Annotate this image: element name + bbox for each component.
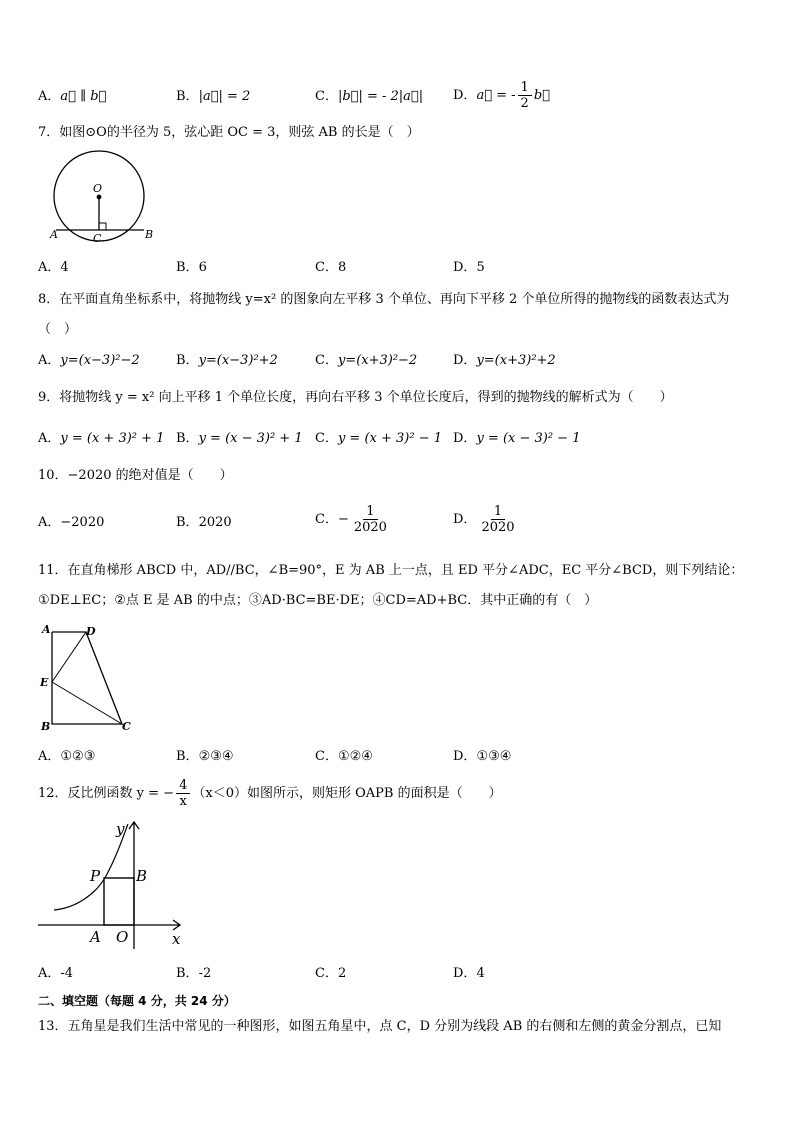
q12-option-b: B．-2 [176,966,212,981]
label-o: O [93,182,103,195]
q10-option-b: B．2020 [176,515,232,530]
label-a: A [50,228,58,241]
segment-ec [52,682,122,724]
q6-option-b: B．|a⃗| = 2 [176,89,251,104]
label-p: P [90,867,101,885]
label-c: C [122,720,131,733]
label-d: D [86,625,96,638]
q8-option-a: A．y=(x−3)²−2 [38,353,140,368]
q12-graph-figure [36,816,186,952]
segment-ed [52,632,86,682]
q11-option-a: A．①②③ [38,749,96,764]
q12-option-d: D．4 [453,966,485,981]
q11-stem-line2: ①DE⊥EC；②点 E 是 AB 的中点；③AD·BC=BE·DE；④CD=AD+BC．其中正确的有（ ） [38,593,598,608]
q11-option-b: B．②③④ [176,749,234,764]
q11-options [38,746,758,768]
q7-option-a: A．4 [38,260,69,275]
q7-option-b: B．6 [176,260,207,275]
q9-option-b: B．y = (x − 3)² + 1 [176,431,303,446]
q9-options [38,428,758,450]
q12-option-c: C．2 [315,966,347,981]
q8-stem-line2: （ ） [38,322,78,337]
q9-stem: 9．将抛物线 y = x² 向上平移 1 个单位长度，再向右平移 3 个单位长度后，得到的抛物线的解析式为（ ） [38,390,673,405]
q9-option-c: C．y = (x + 3)² − 1 [315,431,442,446]
q10-options [38,504,758,535]
q9-option-a: A．y = (x + 3)² + 1 [38,431,165,446]
q6-option-a: A．a⃗ ∥ b⃗ [38,89,107,104]
q11-stem-line1: 11．在直角梯形 ABCD 中，AD//BC，∠B=90°，E 为 AB 上一点，且 ED 平分∠ADC，EC 平分∠BCD，则下列结论： [38,563,744,578]
q7-options [38,257,758,279]
label-y: y [116,820,125,838]
q10-option-d: D． $\frac{1}{2020}$ [453,504,520,535]
q8-stem-line1: 8．在平面直角坐标系中，将抛物线 y=x² 的图象向左平移 3 个单位、再向下平移 2 个单位所得的抛物线的函数表达式为 [38,292,730,307]
q6-options [38,80,758,111]
label-o: O [116,928,129,946]
q7-option-c: C．8 [315,260,347,275]
q6-option-d: D．a⃗ = - $\frac{1}{2}$ b⃗ [453,80,550,111]
q7-option-d: D．5 [453,260,485,275]
section-2-title: 二、填空题（每题 4 分，共 24 分） [38,994,236,1008]
q11-option-d: D．①③④ [453,749,512,764]
q9-option-d: D．y = (x − 3)² − 1 [453,431,581,446]
q11-trapezoid-figure [36,620,136,736]
q12-options [38,963,758,985]
label-a: A [42,623,51,636]
trapezoid-abcd [52,632,122,724]
q8-option-c: C．y=(x+3)²−2 [315,353,418,368]
q13-stem: 13．五角星是我们生活中常见的一种图形，如图五角星中，点 C，D 分别为线段 AB 的右侧和左侧的黄金分割点，已知 [38,1019,722,1034]
label-a: A [90,928,101,946]
q12-option-a: A．-4 [38,966,74,981]
q10-stem: 10．−2020 的绝对值是（ ） [38,468,233,483]
label-x: x [172,930,181,948]
q8-option-d: D．y=(x+3)²+2 [453,353,556,368]
right-angle-mark [99,223,106,230]
q8-option-b: B．y=(x−3)²+2 [176,353,278,368]
q11-option-c: C．①②④ [315,749,373,764]
q7-circle-figure [44,146,156,246]
label-c: C [93,232,102,245]
label-b: B [136,867,148,885]
q10-option-a: A．−2020 [38,515,105,530]
label-b: B [145,228,154,241]
label-b: B [41,720,51,733]
q6-d-fraction: $\frac{1}{2}$ [518,80,532,111]
center-point [97,195,102,200]
q12-stem: 12．反比例函数 y = − $\frac{4}{x}$ （x＜0）如图所示，则矩形 OAPB 的面积是（ ） [38,778,502,809]
q8-options [38,350,758,372]
label-e: E [40,676,49,689]
q10-option-c: C．− $\frac{1}{2020}$ [315,504,392,535]
q10-d-fraction: $\frac{1}{2020}$ [481,504,515,535]
q7-stem: 7．如图⊙O的半径为 5，弦心距 OC = 3，则弦 AB 的长是（ ） [38,125,420,140]
q10-c-fraction: $\frac{1}{2020}$ [353,504,387,535]
rectangle-oapb [104,878,134,925]
q12-fraction: $\frac{4}{x}$ [176,778,190,809]
q6-option-c: C．|b⃗| = - 2|a⃗| [315,89,424,104]
